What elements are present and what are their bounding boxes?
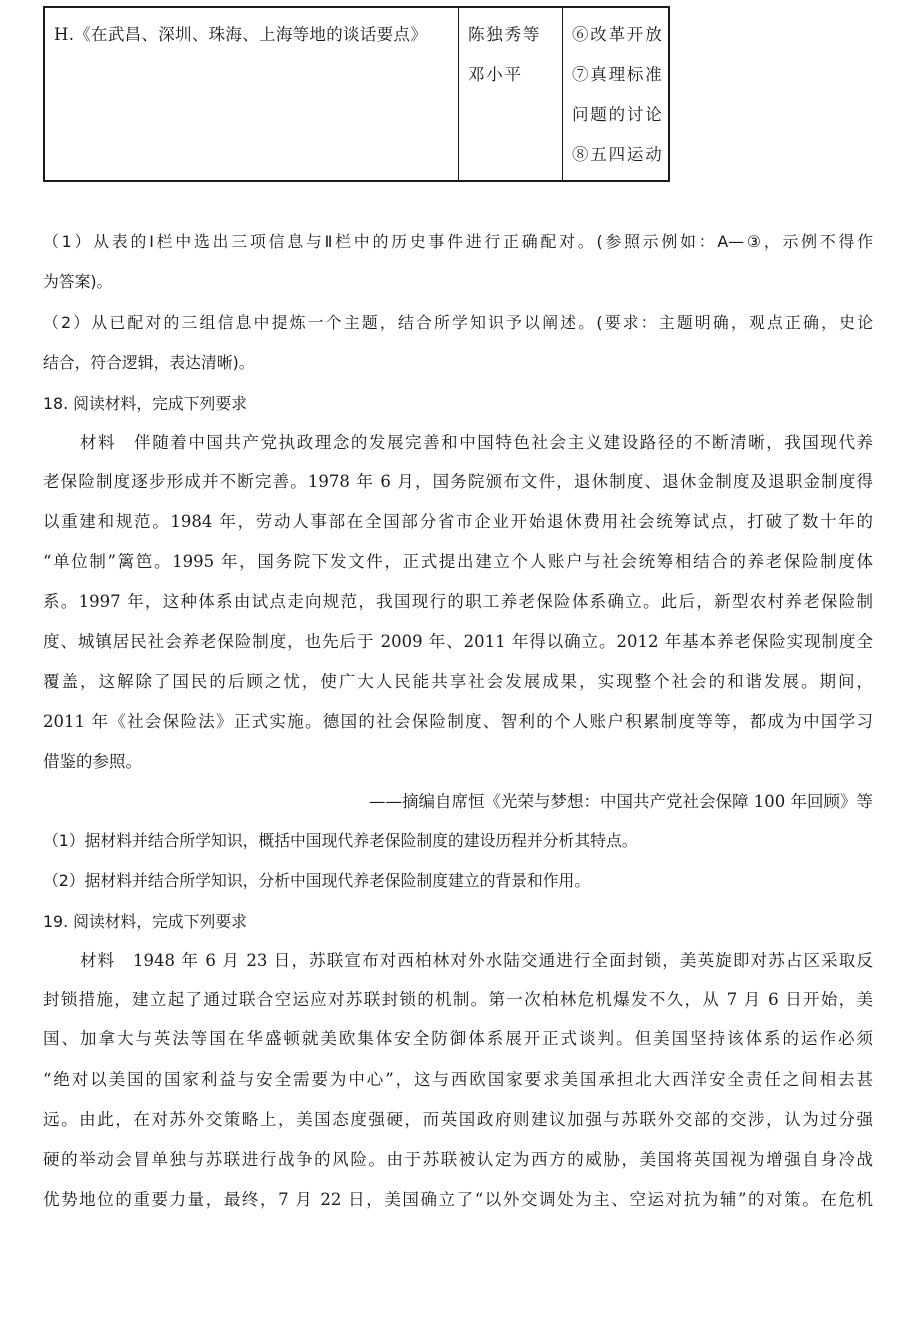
q18-part2: （2）据材料并结合所学知识，分析中国现代养老保险制度建立的背景和作用。 [43,871,591,890]
q17-part2-line1: （2）从已配对的三组信息中提炼一个主题，结合所学知识予以阐述。(要求：主题明确，观点正确，史论 [43,313,873,332]
table-cell-event-7b: 问题的讨论 [572,105,664,124]
q18-material-line1: 材料 伴随着中国共产党执政理念的发展完善和中国特色社会主义建设路径的不断清晰，我国现代养 [80,433,873,452]
q18-material-line3: 以重建和规范。1984 年，劳动人事部在全国部分省市企业开始退休费用社会统筹试点，打破了数十年的 [43,512,873,531]
q17-part1-line1: （1）从表的Ⅰ栏中选出三项信息与Ⅱ栏中的历史事件进行正确配对。(参照示例如：A—③，示例不得作 [43,232,873,251]
q18-part1: （1）据材料并结合所学知识，概括中国现代养老保险制度的建设历程并分析其特点。 [43,831,638,850]
q19-material-line4: “绝对以美国的国家利益与安全需要为中心”，这与西欧国家要求美国承担北大西洋安全责任之间相去甚 [43,1070,873,1089]
q19-heading: 19. 阅读材料，完成下列要求 [43,912,247,931]
table-cell-event-6: ⑥改革开放 [572,25,664,44]
table-cell-event-7a: ⑦真理标准 [572,65,664,84]
table-cell-person-2: 邓小平 [468,65,523,84]
q19-material-line7: 优势地位的重要力量，最终，7 月 22 日，美国确立了“以外交调处为主、空运对抗为辅”的对策。在危机 [43,1190,873,1209]
q18-material-line5: 系。1997 年，这种体系由试点走向规范，我国现行的职工养老保险体系确立。此后，新型农村养老保险制 [43,592,873,611]
q17-part2-line2: 结合，符合逻辑，表达清晰)。 [43,353,255,372]
table-column-item [45,8,459,180]
q18-material-line8: 2011 年《社会保险法》正式实施。德国的社会保险制度、智利的个人账户积累制度等等，都成为中国学习 [43,712,873,731]
q18-material-line2: 老保险制度逐步形成并不断完善。1978 年 6 月，国务院颁布文件，退休制度、退休金制度及退职金制度得 [43,472,873,491]
table-cell-item-h: H.《在武昌、深圳、珠海、上海等地的谈话要点》 [54,25,428,44]
q18-heading: 18. 阅读材料，完成下列要求 [43,394,247,413]
q19-material-line3: 国、加拿大与英法等国在华盛顿就美欧集体安全防御体系展开正式谈判。但美国坚持该体系的运作必须 [43,1029,873,1048]
q17-part1-line2: 为答案)。 [43,272,113,291]
q18-material-line6: 度、城镇居民社会养老保险制度，也先后于 2009 年、2011 年得以确立。2012 年基本养老保险实现制度全 [43,632,873,651]
q19-material-line1: 材料 1948 年 6 月 23 日，苏联宣布对西柏林对外水陆交通进行全面封锁，美英旋即对苏占区采取反 [80,951,873,970]
q18-material-line7: 覆盖，这解除了国民的后顾之忧，使广大人民能共享社会发展成果，实现整个社会的和谐发展。期间， [43,672,873,691]
q18-material-line4: “单位制”篱笆。1995 年，国务院下发文件，正式提出建立个人账户与社会统筹相结合的养老保险制度体 [43,552,873,571]
table-cell-person-1: 陈独秀等 [468,25,542,44]
table-column-event [563,8,668,180]
q19-material-line2: 封锁措施，建立起了通过联合空运应对苏联封锁的机制。第一次柏林危机爆发不久，从 7 月 6 日开始，美 [43,990,873,1009]
table-column-person [459,8,563,180]
q18-source: ——摘编自席恒《光荣与梦想：中国共产党社会保障 100 年回顾》等 [369,792,873,811]
q18-material-line9: 借鉴的参照。 [43,752,142,771]
q19-material-line5: 远。由此，在对苏外交策略上，美国态度强硬，而英国政府则建议加强与苏联外交部的交涉，认为过分强 [43,1110,873,1129]
table-cell-event-8: ⑧五四运动 [572,145,664,164]
q19-material-line6: 硬的举动会冒单独与苏联进行战争的风险。由于苏联被认定为西方的威胁，美国将英国视为增强自身冷战 [43,1150,873,1169]
matching-table [43,6,670,182]
